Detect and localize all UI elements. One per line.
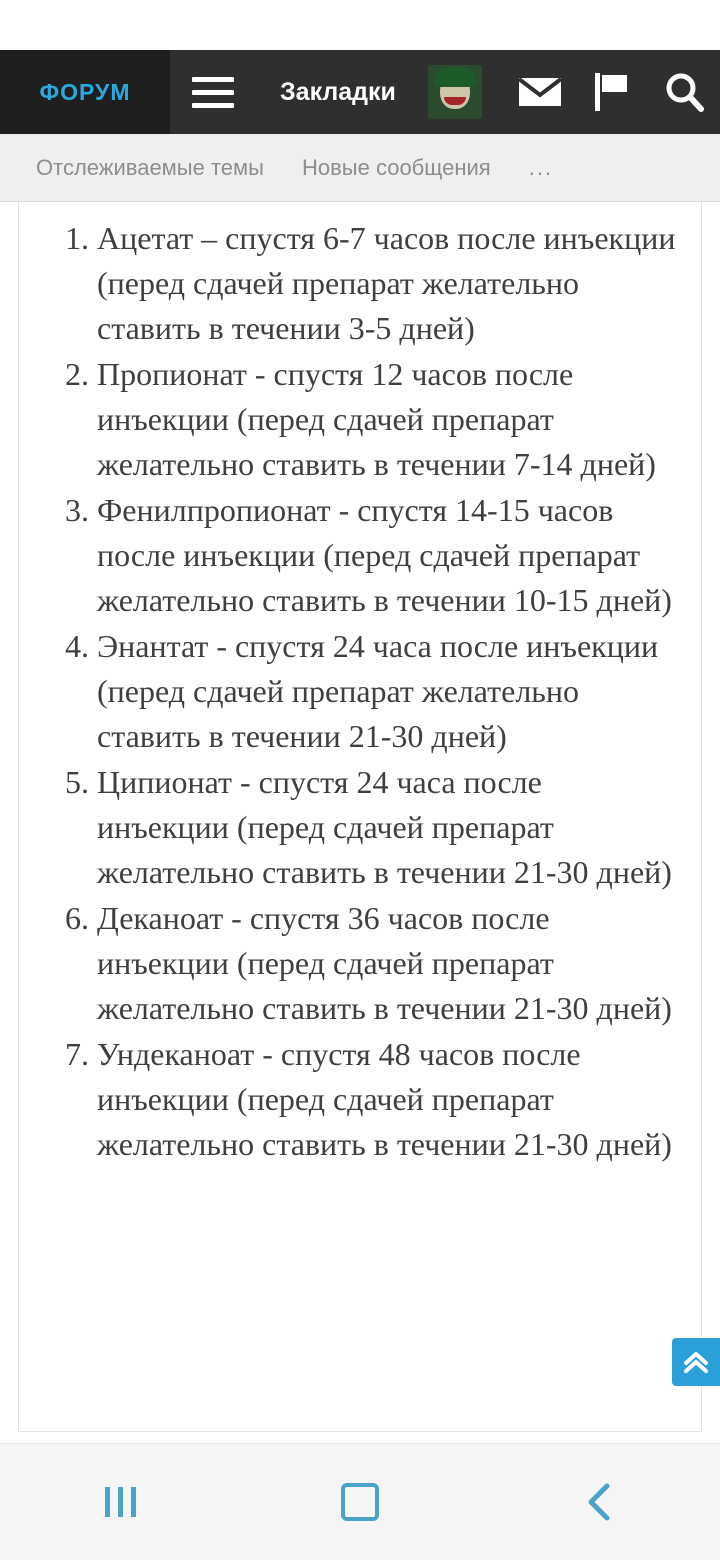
subnav-item-watched-threads[interactable]: Отслеживаемые темы (36, 154, 264, 180)
list-item: 3. Фенилпропионат - спустя 14-15 часов после инъекции (перед сдачей препарат желательно ставить в течении 10-15 дней) (97, 488, 677, 623)
avatar-hair (434, 67, 476, 87)
list-item: 4. Энантат - спустя 24 часа после инъекции (перед сдачей препарат желательно ставить в течении 21-30 дней) (97, 624, 677, 759)
home-button[interactable] (240, 1483, 480, 1521)
bookmarks-button[interactable] (256, 50, 420, 134)
hamburger-bar-2 (192, 90, 234, 95)
double-chevron-up-icon (680, 1346, 712, 1378)
recents-button[interactable] (0, 1487, 240, 1517)
sub-navbar (0, 134, 720, 202)
avatar[interactable] (428, 65, 482, 119)
envelope-icon[interactable] (504, 75, 576, 109)
list-item: 1. Ацетат – спустя 6-7 часов после инъекции (перед сдачей препарат желательно ставить в течении 3-5 дней) (97, 216, 677, 351)
list-item: 2. Пропионат - спустя 12 часов после инъекции (перед сдачей препарат желательно ставить в течении 7-14 дней) (97, 352, 677, 487)
flag-icon[interactable] (576, 71, 648, 113)
back-icon (583, 1482, 617, 1522)
bookmarks-label: Закладки (280, 77, 396, 106)
recents-bar-3 (131, 1487, 136, 1517)
list-item: 6. Деканоат - спустя 36 часов после инъекции (перед сдачей препарат желательно ставить в течении 21-30 дней) (97, 896, 677, 1031)
post-container (18, 202, 702, 1432)
android-navigation-bar (0, 1443, 720, 1560)
browser-top-gap (0, 0, 720, 50)
hamburger-bar-1 (192, 77, 234, 82)
back-button[interactable] (480, 1482, 720, 1522)
search-icon[interactable] (648, 71, 720, 113)
list-item: 7. Ундеканоат - спустя 48 часов после инъекции (перед сдачей препарат желательно ставить в течении 21-30 дней) (97, 1032, 677, 1167)
recents-bar-2 (118, 1487, 123, 1517)
recents-bar-1 (105, 1487, 110, 1517)
hamburger-icon[interactable] (170, 50, 256, 134)
forum-label: ФОРУМ (39, 78, 131, 105)
recents-icon (101, 1487, 140, 1517)
ester-half-life-list (19, 202, 701, 1167)
page-content (0, 202, 720, 1444)
hamburger-bar-3 (192, 103, 234, 108)
subnav-item-new-posts[interactable]: Новые сообщения (301, 154, 491, 180)
scroll-to-top-button[interactable] (672, 1338, 720, 1386)
subnav-more-button[interactable]: ... (528, 154, 554, 180)
list-item: 5. Ципионат - спустя 24 часа после инъекции (перед сдачей препарат желательно ставить в течении 21-30 дней) (97, 760, 677, 895)
site-navbar (0, 50, 720, 134)
forum-home-button[interactable] (0, 50, 170, 134)
home-icon (341, 1483, 379, 1521)
navbar-spacer (420, 50, 428, 134)
